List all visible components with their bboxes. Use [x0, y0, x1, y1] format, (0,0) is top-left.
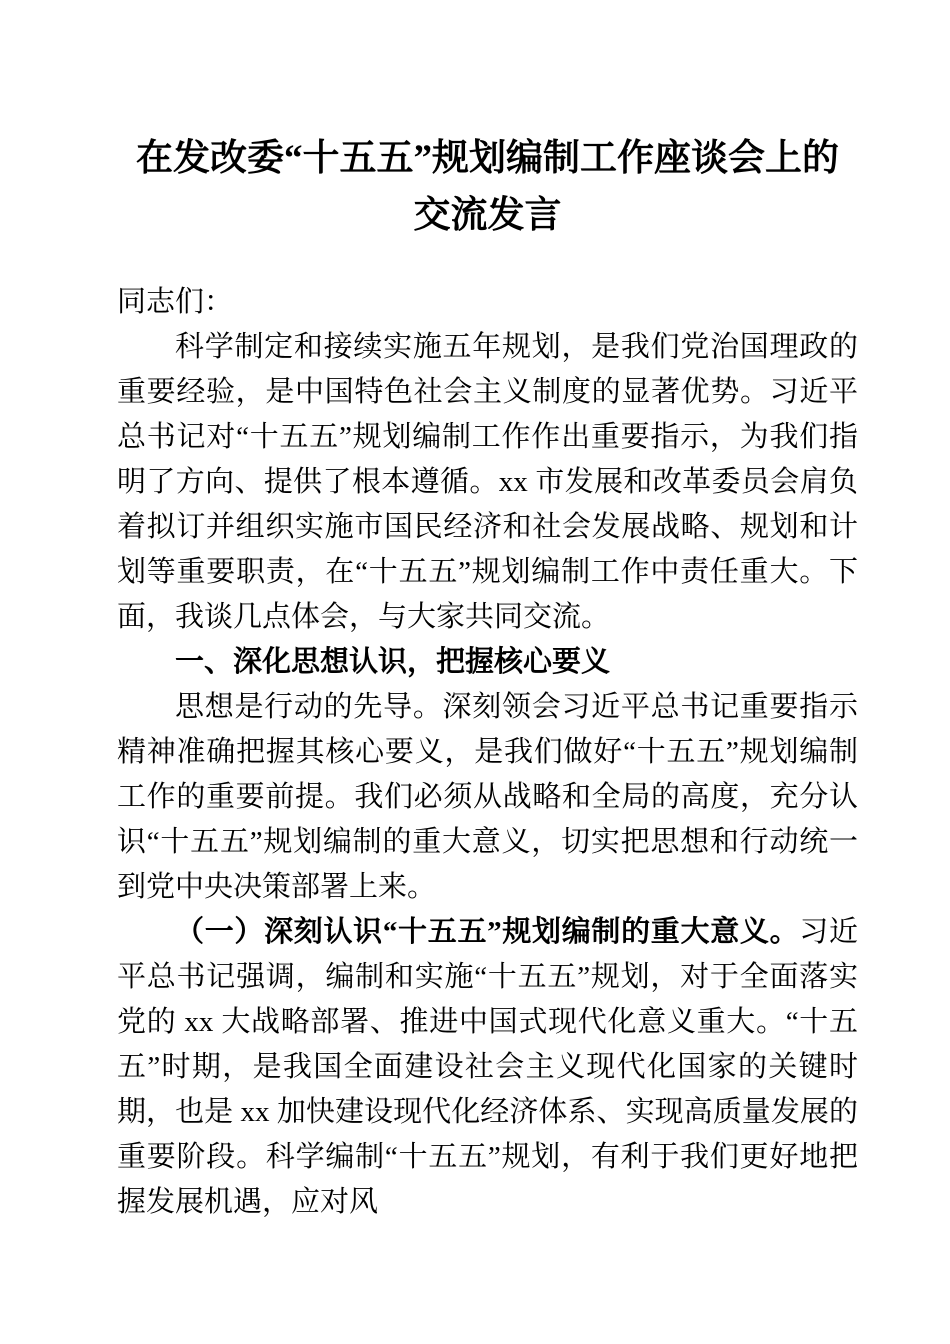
section1-item1-lead: （一）深刻认识“十五五”规划编制的重大意义。 — [175, 916, 800, 948]
section1-heading: 一、深化思想认识，把握核心要义 — [175, 646, 611, 678]
intro-paragraph: 科学制定和接续实施五年规划，是我们党治国理政的重要经验，是中国特色社会主义制度的显著优势。习近平总书记对“十五五”规划编制工作作出重要指示，为我们指明了方向、提供了根本遵循。xx 市发展和改革委员会肩负着拟订并组织实施市国民经济和社会发展战略、规划和计划等重要职责，在“十五五”规划编制工作中责任重大。下面，我谈几点体会，与大家共同交流。 — [117, 331, 858, 633]
document-title — [117, 130, 858, 244]
document-body — [117, 280, 858, 1225]
section1-paragraph: 思想是行动的先导。深刻领会习近平总书记重要指示精神准确把握其核心要义，是我们做好“十五五”规划编制工作的重要前提。我们必须从战略和全局的高度，充分认识“十五五”规划编制的重大意义，切实把思想和行动统一到党中央决策部署上来。 — [117, 691, 858, 903]
document-title-line1: 在发改委“十五五”规划编制工作座谈会上的 — [136, 138, 839, 179]
salutation: 同志们： — [117, 286, 234, 318]
section1-item1-text: 习近平总书记强调，编制和实施“十五五”规划，对于全面落实党的 xx 大战略部署、推进中国式现代化意义重大。“十五五”时期，是我国全面建设社会主义现代化国家的关键时期，也是 xx 加快建设现代化经济体系、实现高质量发展的重要阶段。科学编制“十五五”规划，有利于我们更好地把握发展机遇，应对风 — [117, 916, 858, 1218]
document-title-line2: 交流发言 — [413, 195, 562, 236]
section1-item1-paragraph — [117, 910, 858, 1225]
